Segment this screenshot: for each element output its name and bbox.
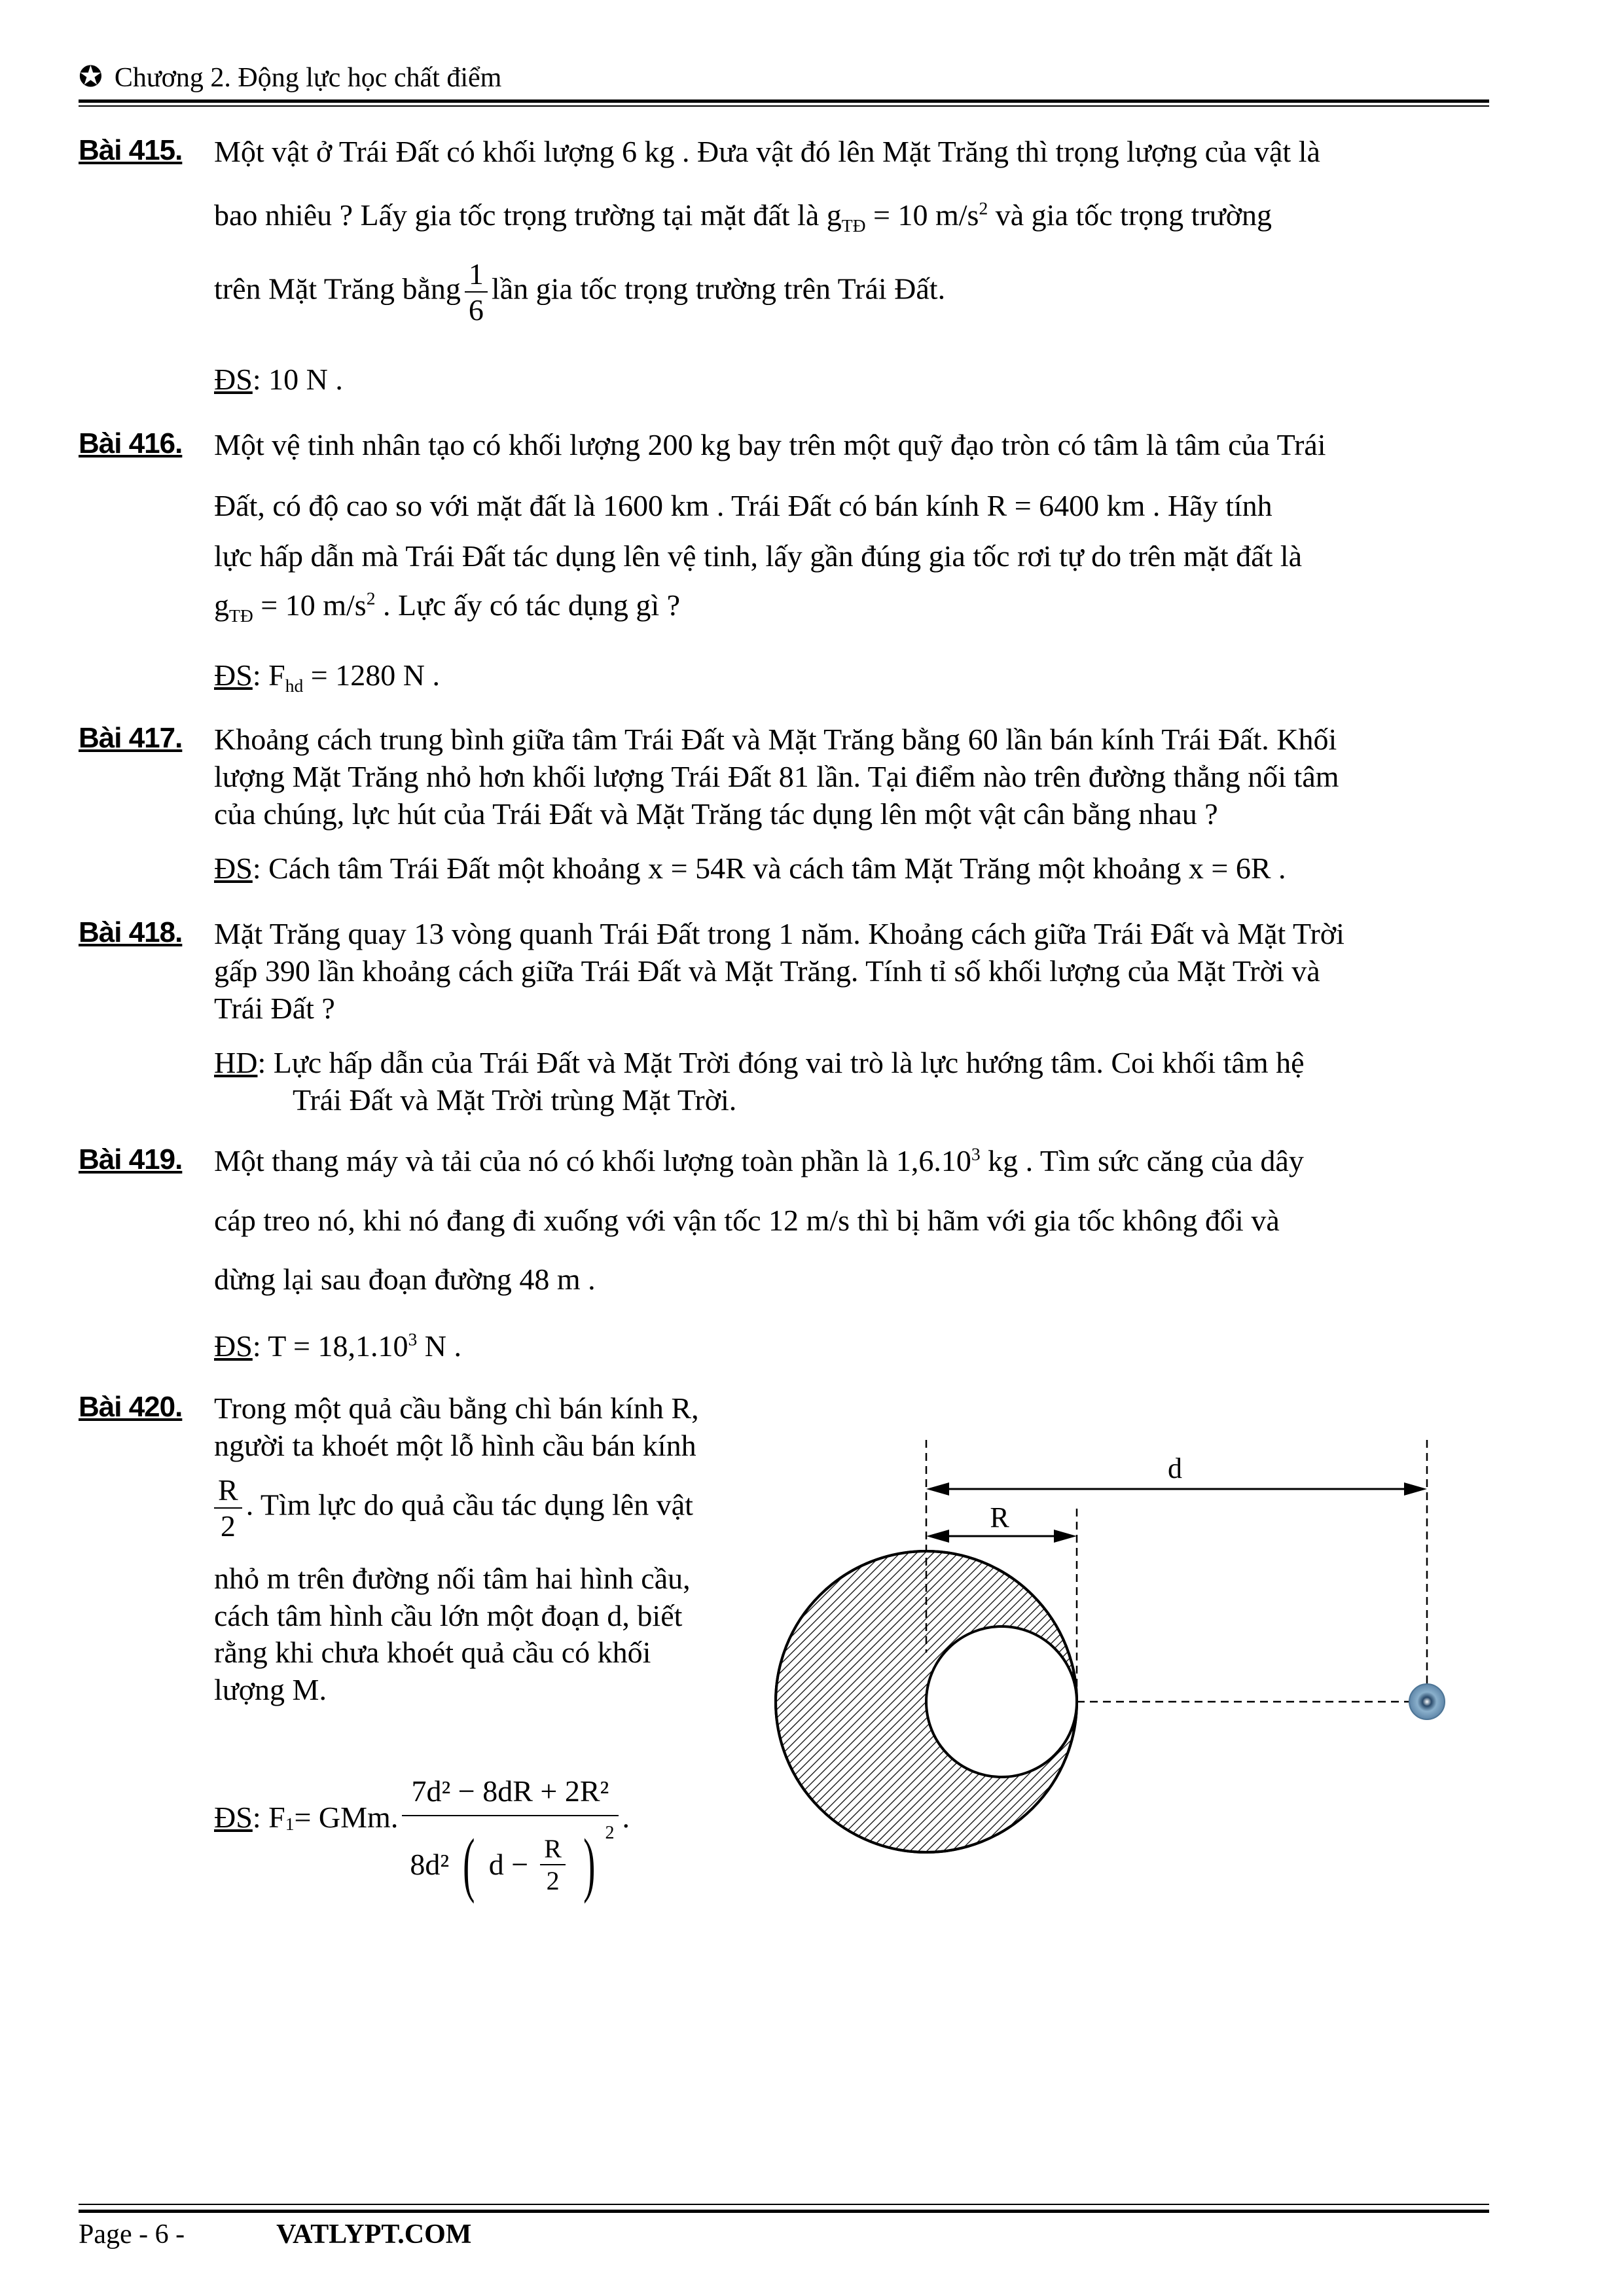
problem-number-420: Bài 420. <box>79 1391 183 1423</box>
problem-416-line-1: Một vệ tinh nhân tạo có khối lượng 200 kg bay trên một quỹ đạo tròn có tâm là tâm của Trái <box>214 428 1326 461</box>
problem-420-line-6: rằng khi chưa khoét quả cầu có khối <box>214 1636 651 1669</box>
hint-418-line-1: HD: Lực hấp dẫn của Trái Đất và Mặt Trời đóng vai trò là lực hướng tâm. Coi khối tâm hệ <box>214 1046 1305 1079</box>
problem-419-line-2: cáp treo nó, khi nó đang đi xuống với vận tốc 12 m/s thì bị hãm với gia tốc không đổi và <box>214 1204 1280 1237</box>
answer-420-fraction: 7d² − 8dR + 2R² 8d² ( d − $\frac{R}{2}$ ) $^2$ <box>402 1774 618 1906</box>
answer-420: ĐS : F $_1$ = GMm. 7d² − 8dR + 2R² 8d² ( d − $\frac{R}{2}$ ) $^2$ . <box>214 1728 630 1906</box>
problem-418-line-3: Trái Đất ? <box>214 992 335 1025</box>
r-arrow-right <box>1054 1530 1077 1543</box>
problem-418-line-1: Mặt Trăng quay 13 vòng quanh Trái Đất trong 1 năm. Khoảng cách giữa Trái Đất và Mặt Trời <box>214 917 1344 950</box>
page-header <box>79 60 501 94</box>
problem-415-line-2: bao nhiêu ? Lấy gia tốc trọng trường tại mặt đất là $g_{TĐ} = 10$ $m/s^2$ và gia tốc trọng trường <box>214 198 1272 236</box>
hollow-sphere-figure <box>766 1437 1473 1908</box>
problem-417-line-2: lượng Mặt Trăng nhỏ hơn khối lượng Trái Đất 81 lần. Tại điểm nào trên đường thẳng nối tâm <box>214 760 1339 793</box>
problem-416-line-2: Đất, có độ cao so với mặt đất là 1600 km . Trái Đất có bán kính R = 6400 km . Hãy tính <box>214 489 1272 522</box>
header-rule-thick <box>79 99 1489 103</box>
r-arrow-left <box>926 1530 949 1543</box>
answer-417: ĐS: Cách tâm Trái Đất một khoảng x = 54R và cách tâm Mặt Trăng một khoảng x = 6R . <box>214 852 1286 885</box>
problem-420-line-7: lượng M. <box>214 1673 327 1706</box>
problem-418-line-2: gấp 390 lần khoảng cách giữa Trái Đất và Mặt Trăng. Tính tỉ số khối lượng của Mặt Trời và <box>214 954 1320 988</box>
problem-416-line-4: $g_{TĐ} = 10$ $m/s^2$ . Lực ấy có tác dụng gì ? <box>214 588 681 626</box>
page-footer <box>79 2219 471 2250</box>
problem-number-415: Bài 415. <box>79 134 183 166</box>
fraction-one-sixth: $\frac{1}{6}$ <box>465 257 488 327</box>
problem-416-line-3: lực hấp dẫn mà Trái Đất tác dụng lên vệ tinh, lấy gần đúng gia tốc rơi tự do trên mặt đất là <box>214 539 1303 573</box>
problem-number-418: Bài 418. <box>79 916 183 948</box>
problem-number-417: Bài 417. <box>79 722 183 754</box>
problem-417-line-1: Khoảng cách trung bình giữa tâm Trái Đất và Mặt Trăng bằng 60 lần bán kính Trái Đất. Khối <box>214 723 1337 756</box>
problem-number-419: Bài 419. <box>79 1143 183 1175</box>
answer-419: ĐS: $T = 18,1.10^3$ N . <box>214 1329 462 1363</box>
problem-415-line-1: Một vật ở Trái Đất có khối lượng 6 kg . Đưa vật đó lên Mặt Trăng thì trọng lượng của vật là <box>214 135 1320 168</box>
footer-rule-thick <box>79 2210 1489 2213</box>
spherical-hole <box>926 1626 1077 1777</box>
problem-420-line-3: $\frac{R}{2}$ . Tìm lực do quả cầu tác dụng lên vật <box>214 1473 693 1543</box>
header-rule-thin <box>79 105 1489 107</box>
problem-420-line-1: Trong một quả cầu bằng chì bán kính R, <box>214 1391 699 1425</box>
label-R: R <box>990 1501 1009 1534</box>
fraction-r-over-2: $\frac{R}{2}$ <box>214 1473 242 1543</box>
hint-418-line-2: Trái Đất và Mặt Trời trùng Mặt Trời. <box>293 1083 737 1117</box>
problem-419-line-3: dừng lại sau đoạn đường 48 m . <box>214 1263 596 1296</box>
small-mass <box>1409 1684 1445 1719</box>
chapter-title: Chương 2. Động lực học chất điểm <box>114 63 502 93</box>
page-number: Page - 6 - <box>79 2219 185 2250</box>
problem-417-line-3: của chúng, lực hút của Trái Đất và Mặt Trăng tác dụng lên một vật cân bằng nhau ? <box>214 797 1218 831</box>
d-arrow-right <box>1404 1482 1427 1496</box>
footer-rule-thin <box>79 2204 1489 2205</box>
label-d: d <box>1168 1452 1182 1484</box>
site-name: VATLYPT.COM <box>276 2219 472 2250</box>
d-arrow-left <box>926 1482 949 1496</box>
answer-415: ĐS: 10 N . <box>214 363 343 396</box>
problem-420-line-2: người ta khoét một lỗ hình cầu bán kính <box>214 1429 696 1462</box>
star-icon: ✪ <box>79 61 103 93</box>
problem-415-line-3: trên Mặt Trăng bằng $\frac{1}{6}$ lần gia tốc trọng trường trên Trái Đất. <box>214 257 946 327</box>
problem-number-416: Bài 416. <box>79 427 183 459</box>
problem-420-line-4: nhỏ m trên đường nối tâm hai hình cầu, <box>214 1562 691 1595</box>
problem-419-line-1: Một thang máy và tải của nó có khối lượng toàn phần là 1,6.10$^3$ kg . Tìm sức căng của dây <box>214 1143 1304 1177</box>
problem-420-line-5: cách tâm hình cầu lớn một đoạn d, biết <box>214 1599 683 1632</box>
answer-416: ĐS: $F_{hd} = 1280$ N . <box>214 658 440 696</box>
